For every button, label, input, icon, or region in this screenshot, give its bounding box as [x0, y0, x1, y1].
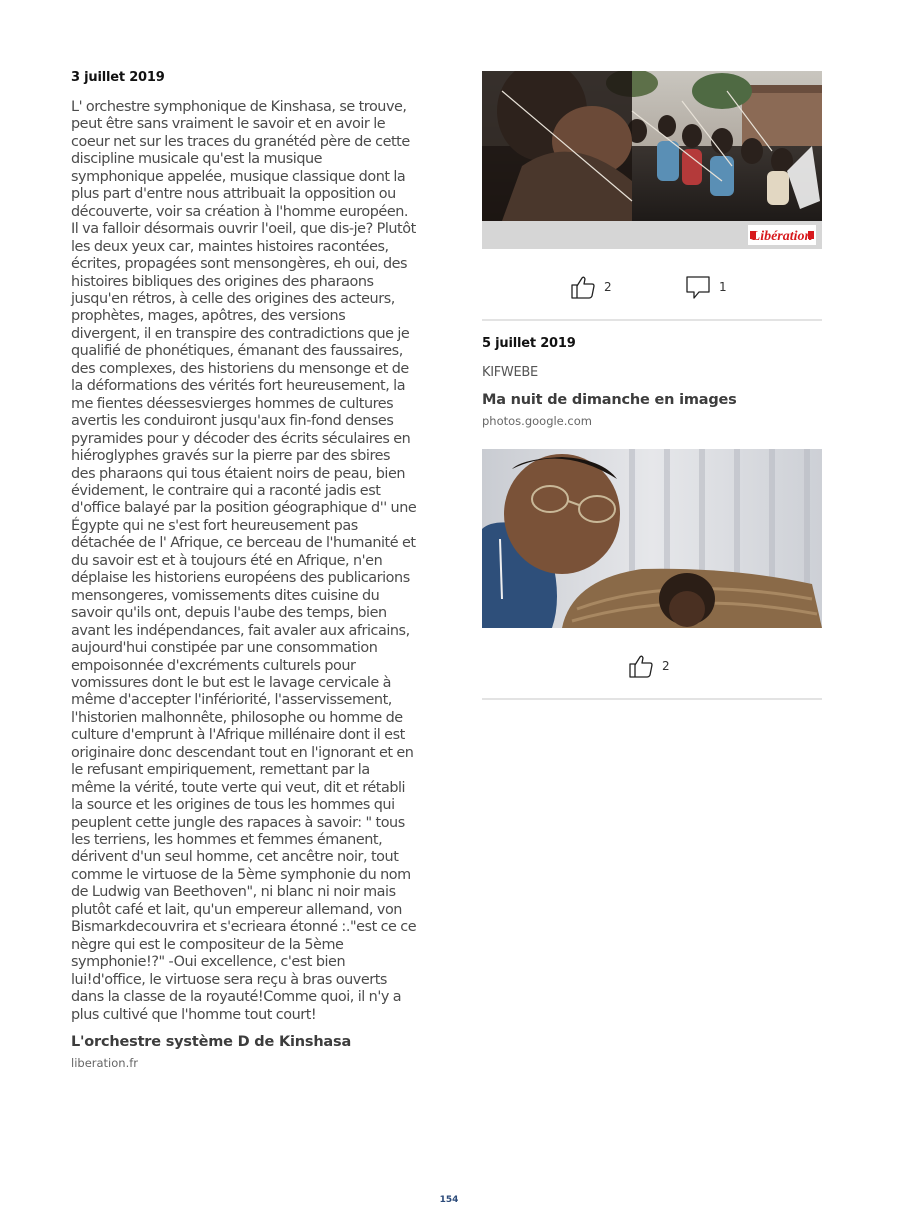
post-2 — [482, 336, 822, 428]
post-1-text-column — [71, 70, 417, 1070]
comment-count: 1 — [719, 280, 727, 294]
post-1-reactions — [482, 274, 822, 304]
selfie-image — [482, 449, 822, 628]
speech-bubble-icon — [685, 274, 711, 300]
post-2-reactions — [482, 653, 822, 683]
orchestre-photo[interactable] — [482, 71, 822, 249]
page-number: 154 — [439, 1195, 459, 1205]
thumbs-up-icon — [570, 274, 596, 300]
post-body: L' orchestre symphonique de Kinshasa, se trouve, peut être sans vraiment le savoir et en avoir le coeur net sur les traces du granétéd père de cette discipline musicale qu'est la musique symphonique appelée, musique classique dont la plus part d'entre nous attribuait la opposition ou découverte, voir sa création à l'homme européen. Il va falloir désormais ouvrir l'oeil, que dis-je? Plutôt les deux yeux car, maintes histoires racontées, écrites, propagées sont mensongères, eh oui, des histoires bibliques des origines des pharaons jusqu'en rétros, à celle des origines des acteurs, prophètes, mages, apôtres, des versions divergent, il en transpire des contradictions que je qualifié de phonétiques, émanant des faussaires, des complexes, des historiens du mensonge et de la déformations des vérités fort heureusement, la me fientes déessesvierges hommes de cultures avertis les conduiront jusqu'aux fin-fond denses pyramides pour y décoder des écrits séculaires en hiéroglyphes gravés sur la pierre par des sbires des pharaons qui tous étaient noirs de peau, bien évidement, le contraire qui a raconté jadis est d'office balayé par la position géographique d'' une Égypte qui ne s'est fort heureusement pas détachée de l' Afrique, ce berceau de l'humanité et du savoir est et à toujours été en Afrique, n'en déplaise les historiens européens des publicarions mensongeres, vomissements dites cuisine du savoir qu'ils ont, depuis l'aube des temps, bien avant les indépendances, fait avaler aux africains, aujourd'hui constipée par une consommation empoisonnée d'excréments culturels pour vomissures dont le but est le lavage cervicale à même d'accepter l'infériorité, l'asservissement, l'historien malhonnête, philosophe ou homme de culture d'emprunt à l'Afrique millénaire dont il est originaire donc descendant tout en l'ignorant et en le refusant empiriquement, remettant par la même la vérité, toute verte qui veut, dit et rétabli la source et les origines de tous les hommes qui peuplent cette jungle des rapaces à savoir: " tous les terriens, les hommes et femmes émanent, dérivent d'un seul homme, cet ancêtre noir, tout comme le virtuose de la 5ème symphonie du nom de Ludwig van Beethoven", ni blanc ni noir mais plutôt café et lait, qu'un empereur allemand, von Bismarkdecouvrira et s'ecrieara étonné :."est ce ce nègre qui est le compositeur de la 5ème symphonie!?" -Oui excellence, c'est bien lui!d'office, le virtuose sera reçu à bras ouverts dans la classe de la royauté!Comme quoi, il n'y a plus cultivé que l'homme tout court! — [71, 99, 417, 1023]
selfie-photo[interactable] — [482, 449, 822, 628]
thumbs-up-icon — [628, 653, 654, 679]
shared-link-domain[interactable]: liberation.fr — [71, 1056, 139, 1071]
like-button[interactable] — [570, 274, 612, 300]
post-divider — [482, 698, 822, 700]
post-author: KIFWEBE — [482, 365, 538, 380]
post-divider — [482, 319, 822, 321]
post-date: 5 juillet 2019 — [482, 336, 576, 351]
liberation-logo — [748, 225, 816, 245]
shared-link-title[interactable]: L'orchestre système D de Kinshasa — [71, 1034, 352, 1051]
post-date: 3 juillet 2019 — [71, 70, 165, 85]
orchestra-image — [482, 71, 822, 249]
shared-link-domain[interactable]: photos.google.com — [482, 414, 592, 428]
like-button[interactable] — [628, 653, 670, 679]
liberation-logo-text: Libération — [751, 229, 813, 244]
comment-button[interactable] — [685, 274, 727, 300]
shared-link-title[interactable]: Ma nuit de dimanche en images — [482, 392, 737, 408]
like-count: 2 — [604, 280, 612, 294]
like-count: 2 — [662, 659, 670, 673]
